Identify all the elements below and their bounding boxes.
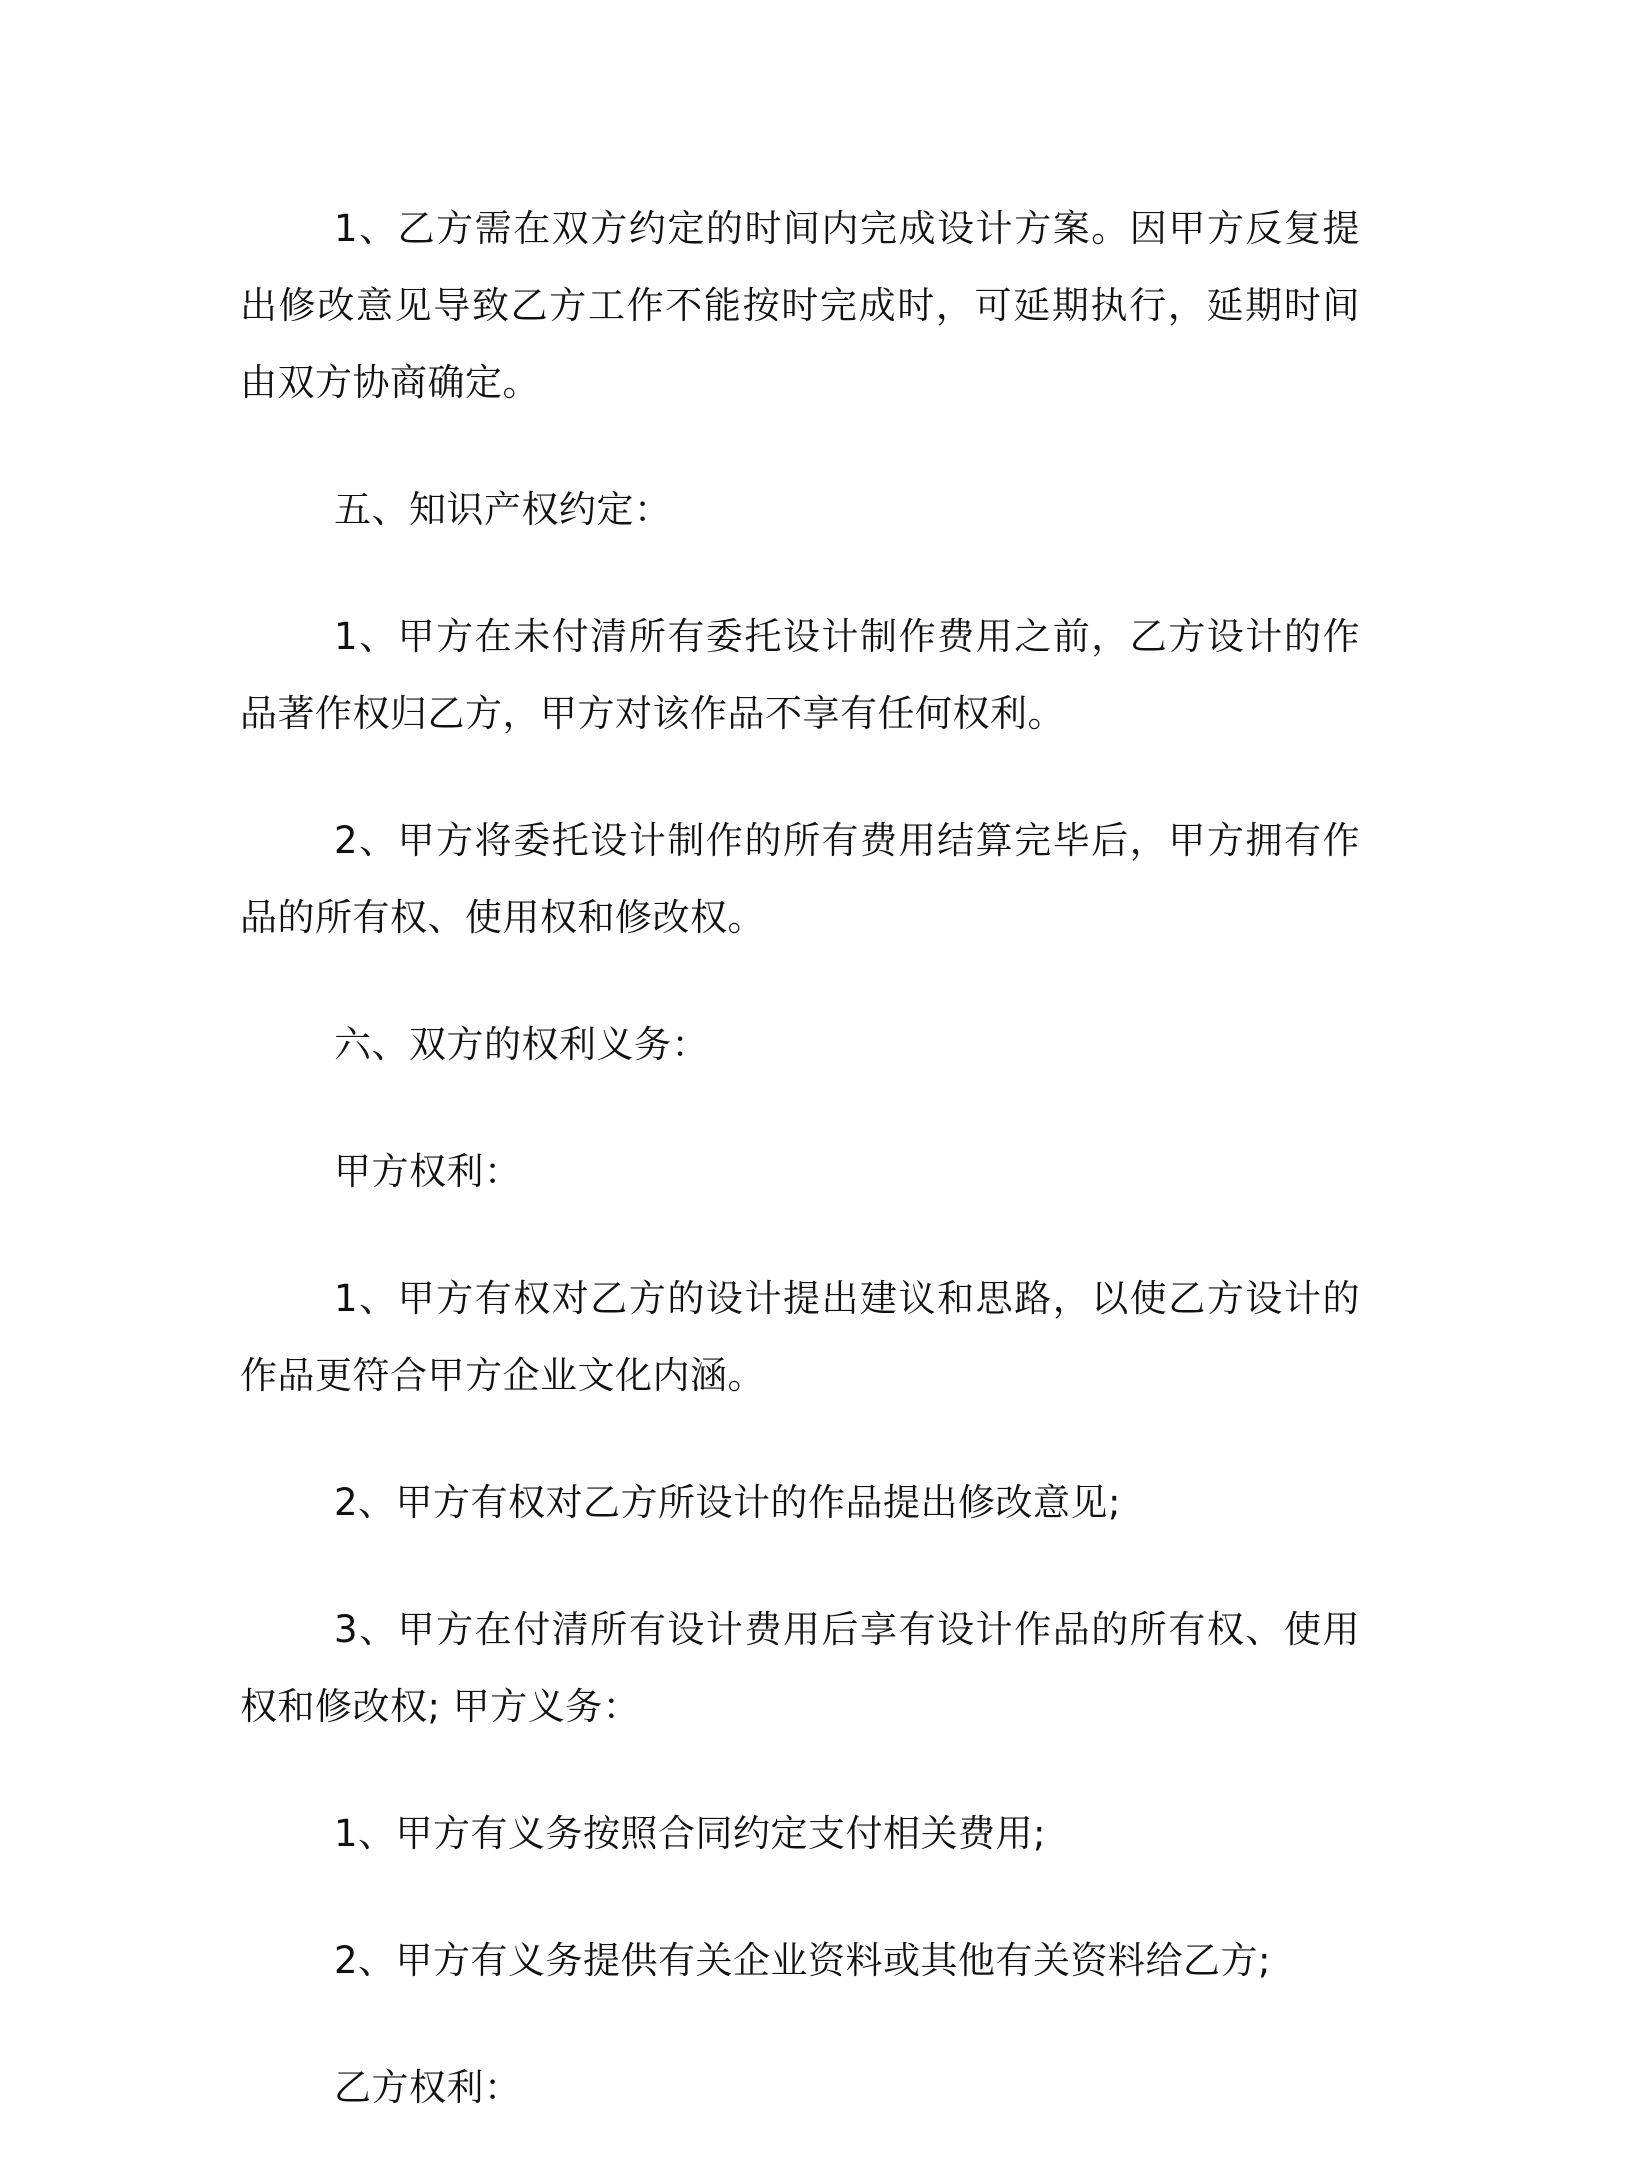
paragraph-ip-clause-2: 2、甲方将委托设计制作的所有费用结算完毕后，甲方拥有作品的所有权、使用权和修改权。 — [240, 819, 1360, 939]
paragraph-party-a-duty-1: 1、甲方有义务按照合同约定支付相关费用; — [334, 1812, 1047, 1855]
paragraph-party-a-right-2: 2、甲方有权对乙方所设计的作品提出修改意见; — [334, 1481, 1122, 1524]
heading-section-6-rights: 六、双方的权利义务： — [334, 1023, 709, 1066]
paragraph-party-a-right-1: 1、甲方有权对乙方的设计提出建议和思路，以使乙方设计的作品更符合甲方企业文化内涵。 — [240, 1277, 1360, 1397]
heading-party-b-rights: 乙方权利： — [334, 2066, 522, 2109]
heading-party-a-rights: 甲方权利： — [334, 1150, 522, 1193]
heading-section-5-ip: 五、知识产权约定： — [334, 488, 672, 531]
document-page — [240, 190, 1360, 2176]
paragraph-party-a-right-3: 3、甲方在付清所有设计费用后享有设计作品的所有权、使用权和修改权; 甲方义务： — [240, 1608, 1360, 1728]
paragraph-clause-1-deadline: 1、乙方需在双方约定的时间内完成设计方案。因甲方反复提出修改意见导致乙方工作不能按时完成时，可延期执行，延期时间由双方协商确定。 — [240, 207, 1360, 404]
paragraph-party-a-duty-2: 2、甲方有义务提供有关企业资料或其他有关资料给乙方; — [334, 1939, 1272, 1982]
paragraph-ip-clause-1: 1、甲方在未付清所有委托设计制作费用之前，乙方设计的作品著作权归乙方，甲方对该作品不享有任何权利。 — [240, 615, 1360, 735]
